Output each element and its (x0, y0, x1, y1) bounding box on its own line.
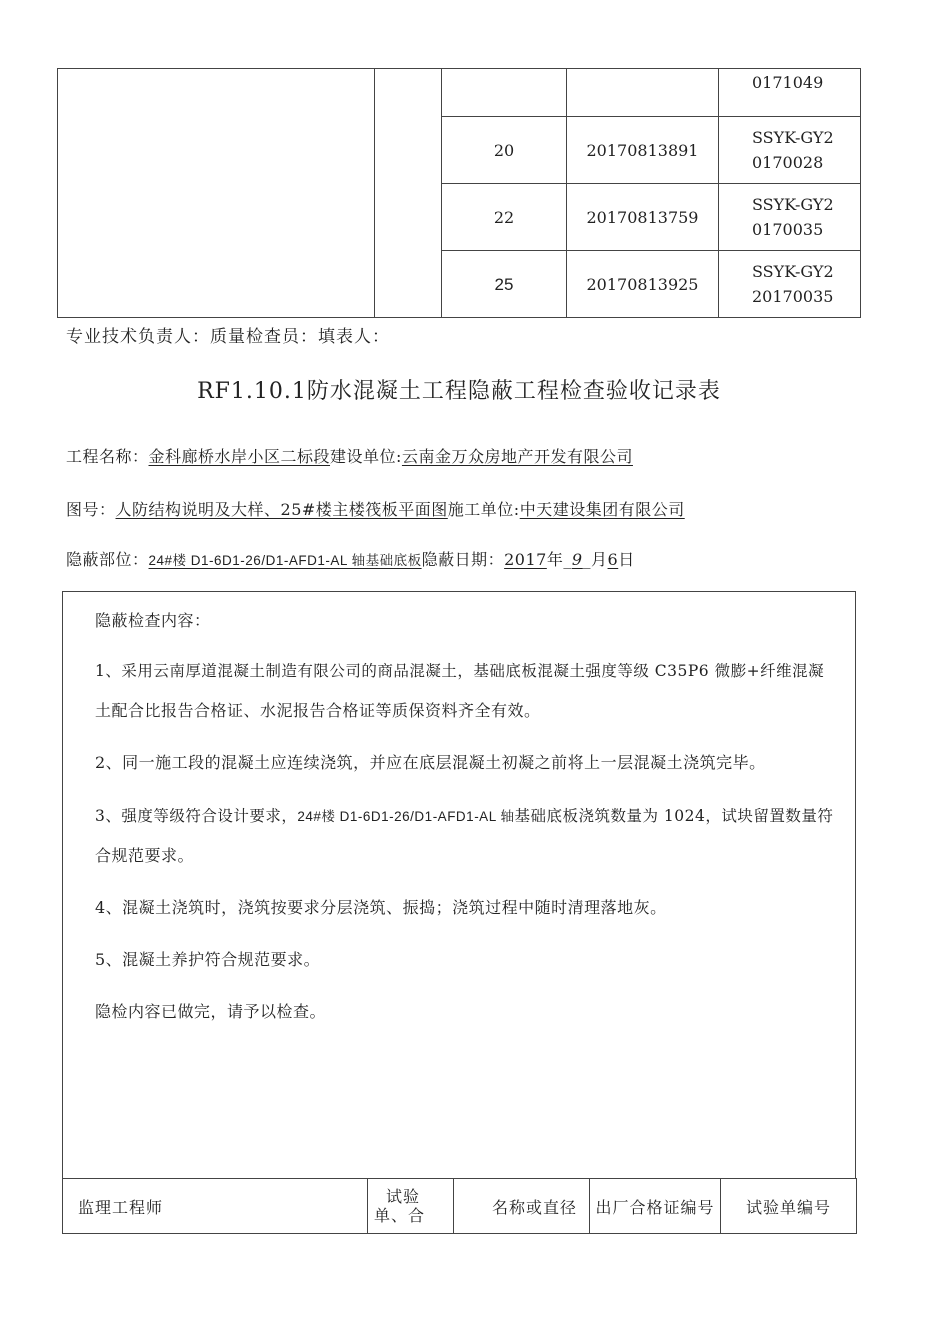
supervisor-cell: 监理工程师 (63, 1179, 368, 1234)
signers-line: 专业技术负责人：质量检查员：填表人： (66, 327, 390, 347)
cert-cell (719, 69, 861, 117)
merged-cell (375, 69, 442, 318)
item-3-prefix: 3、强度等级符合设计要求， (95, 807, 298, 825)
spec-cell (442, 69, 567, 117)
spec-cell: 20 (442, 117, 567, 184)
project-info-line (66, 444, 633, 467)
spec-cell: 22 (442, 184, 567, 251)
cert-line: SSYK-GY2 (752, 262, 834, 281)
cert-line: SSYK-GY2 (752, 195, 834, 214)
drawing-label: 图号： (66, 500, 116, 519)
project-label: 工程名称： (66, 447, 149, 466)
material-table (57, 68, 861, 318)
table-row (63, 1179, 857, 1234)
cert-cell (719, 251, 861, 318)
cert-line: 20170035 (752, 287, 834, 306)
cert-cell (719, 184, 861, 251)
cert-col-header: 出厂合格证编号 (590, 1179, 721, 1234)
content-item-1-line-2: 土配合比报告合格证、水泥报告合格证等质保资料齐全有效。 (95, 701, 541, 720)
report-cell: 20170813759 (567, 184, 719, 251)
date-label: 隐蔽日期： (421, 550, 505, 569)
form-title: RF1.10.1防水混凝土工程隐蔽工程检查验收记录表 (197, 379, 721, 404)
location-value: 24#楼 D1-6D1-26/D1-AFD1-AL 轴基础底板 (148, 553, 422, 568)
date-day: 6 (607, 550, 619, 569)
builder-name: 云南金万众房地产开发有限公司 (401, 447, 633, 466)
content-closing: 隐检内容已做完，请予以检查。 (95, 1002, 327, 1021)
content-item-3-line-1 (95, 804, 833, 826)
drawing-info-line (66, 497, 685, 520)
cert-line: 0170028 (752, 153, 824, 172)
location-label: 隐蔽部位： (66, 550, 149, 569)
content-heading: 隐蔽检查内容： (95, 611, 211, 630)
date-year: 2017 (504, 550, 547, 569)
test-cell (368, 1179, 454, 1234)
item-3-axis: 24#楼 D1-6D1-26/D1-AFD1-AL 轴 (297, 809, 515, 824)
date-month: 9 (571, 550, 583, 569)
report-cell (567, 69, 719, 117)
spec-cell: 25 (442, 251, 567, 318)
month-unit: _月 (582, 550, 608, 569)
content-item-5: 5、混凝土养护符合规范要求。 (95, 950, 321, 969)
day-unit: 日 (618, 550, 635, 569)
content-item-3-line-2: 合规范要求。 (95, 846, 195, 865)
constructor-name: 中天建设集团有限公司 (519, 500, 685, 519)
report-cell: 20170813891 (567, 117, 719, 184)
location-info-line (66, 547, 635, 570)
project-name: 金科廊桥水岸小区二标段 (148, 447, 331, 466)
test-no-col-header: 试验单编号 (721, 1179, 857, 1234)
merged-cell (58, 69, 375, 318)
table-row (58, 69, 861, 117)
signoff-table (62, 1178, 857, 1234)
report-cell: 20170813925 (567, 251, 719, 318)
cert-cell (719, 117, 861, 184)
drawing-number: 人防结构说明及大样、25#楼主楼筏板平面图 (115, 500, 448, 519)
name-col-header: 名称或直径 (454, 1179, 590, 1234)
year-unit: 年_ (546, 550, 572, 569)
content-item-1-line-1: 1、采用云南厚道混凝土制造有限公司的商品混凝土，基础底板混凝土强度等级 C35P6 微膨+纤维混凝 (95, 662, 825, 680)
test-line-1: 试验 (386, 1187, 421, 1206)
cert-line: 0170035 (752, 220, 824, 239)
content-item-4: 4、混凝土浇筑时，浇筑按要求分层浇筑、振捣；浇筑过程中随时清理落地灰。 (95, 898, 667, 917)
test-line-2: 单、合 (374, 1206, 426, 1225)
constructor-label: 施工单位: (447, 500, 520, 519)
cert-line: SSYK-GY2 (752, 128, 834, 147)
cert-line: 0171049 (752, 73, 824, 92)
content-item-2: 2、同一施工段的混凝土应连续浇筑，并应在底层混凝土初凝之前将上一层混凝土浇筑完毕。 (95, 753, 766, 772)
item-3-suffix: 基础底板浇筑数量为 1024，试块留置数量符 (514, 807, 834, 825)
builder-label: 建设单位: (330, 447, 402, 466)
